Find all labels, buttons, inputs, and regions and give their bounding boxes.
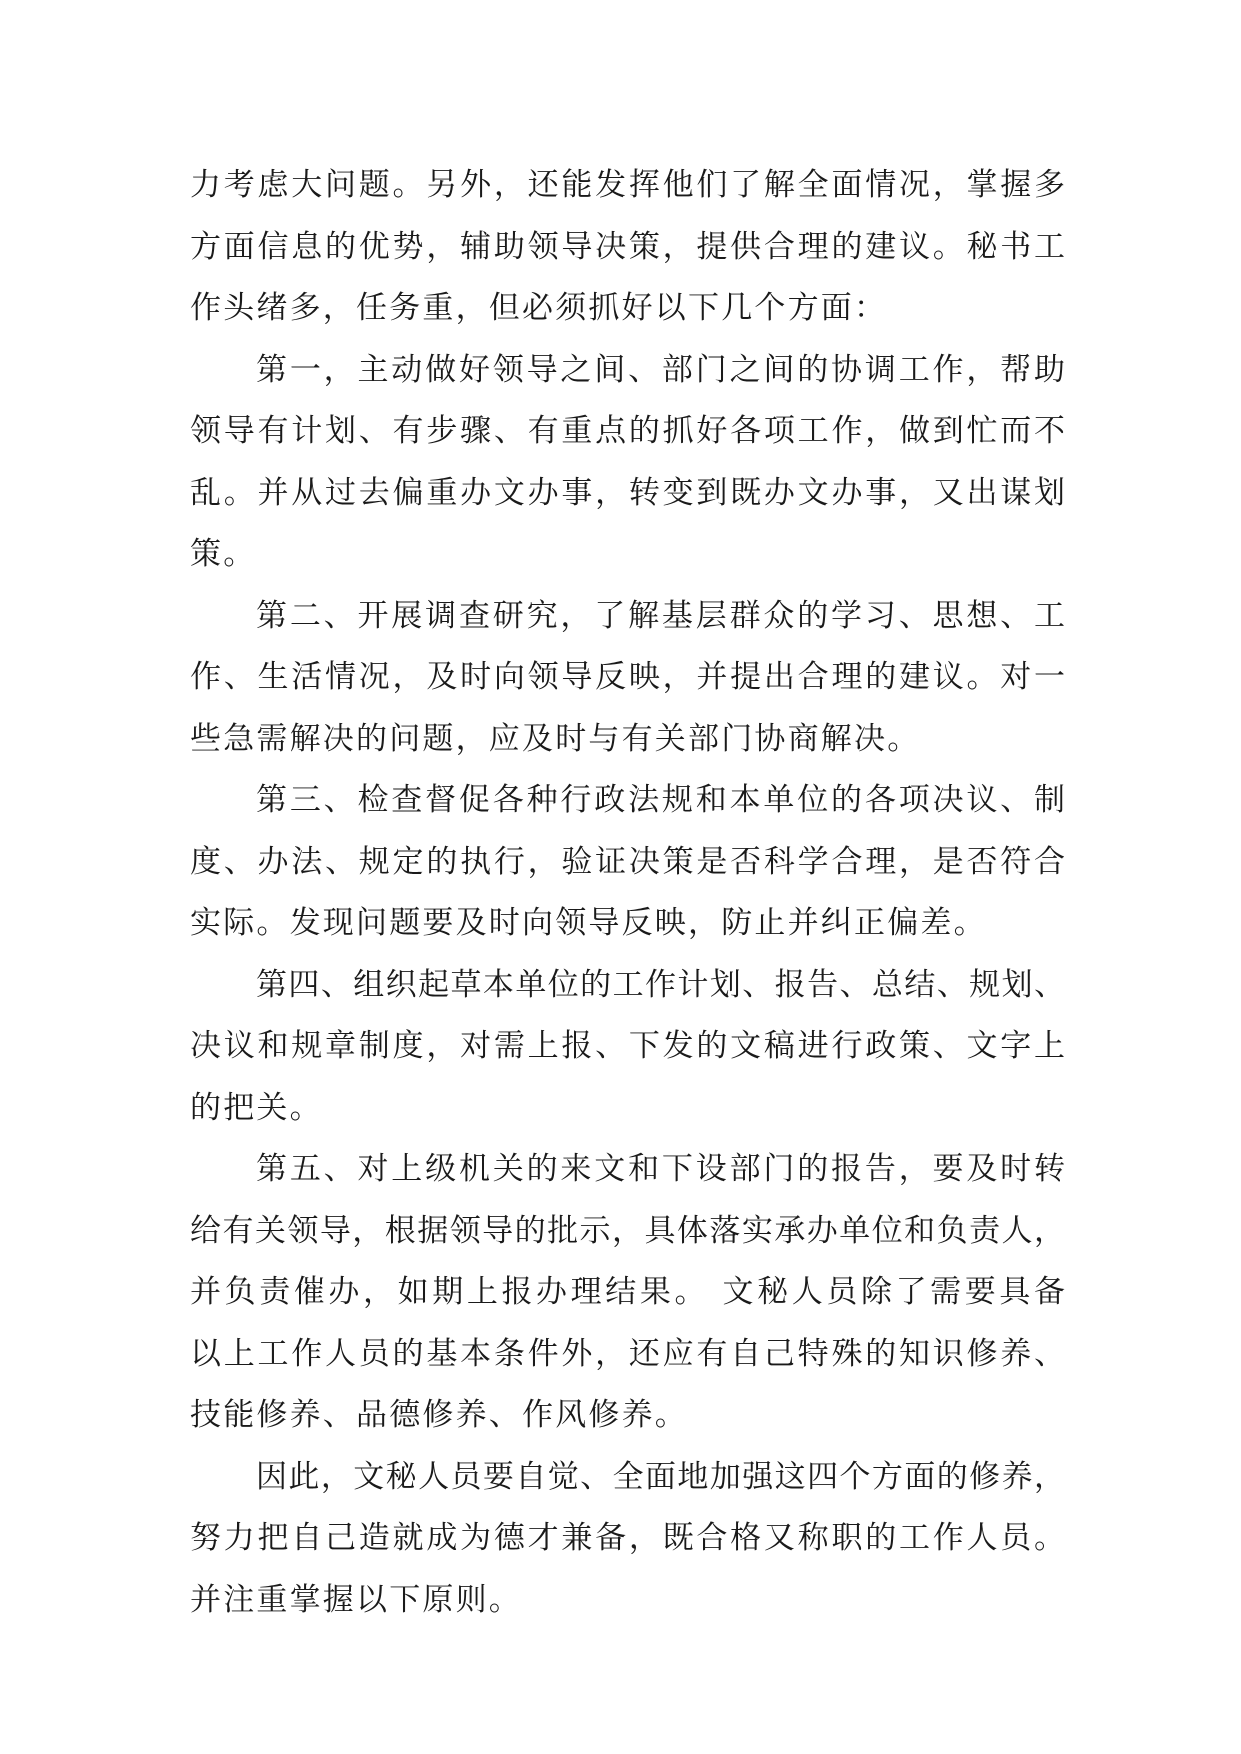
text-line: 技能修养、品德修养、作风修养。 (190, 1397, 688, 1433)
paragraph-first-line: 第五、对上级机关的来文和下设部门的报告，要及时转 (256, 1151, 1065, 1187)
text-line: 作、生活情况，及时向领导反映，并提出合理的建议。对一 (190, 659, 1065, 695)
paragraph-first-line: 第二、开展调查研究，了解基层群众的学习、思想、工 (256, 597, 1065, 634)
text-line: 努力把自己造就成为德才兼备，既合格又称职的工作人员。 (190, 1520, 1065, 1556)
text-line: 度、办法、规定的执行，验证决策是否科学合理，是否符合 (190, 843, 1065, 880)
paragraph-first-line: 第四、组织起草本单位的工作计划、报告、总结、规划、 (256, 966, 1065, 1003)
text-line: 方面信息的优势，辅助领导决策，提供合理的建议。秘书工 (190, 228, 1065, 265)
paragraph-first-line: 第三、检查督促各种行政法规和本单位的各项决议、制 (256, 782, 1065, 818)
text-line: 以上工作人员的基本条件外，还应有自己特殊的知识修养、 (190, 1335, 1065, 1372)
text-line: 实际。发现问题要及时向领导反映，防止并纠正偏差。 (190, 905, 987, 941)
text-line: 些急需解决的问题，应及时与有关部门协商解决。 (190, 720, 921, 757)
paragraph-first-line: 因此，文秘人员要自觉、全面地加强这四个方面的修养， (256, 1458, 1065, 1495)
text-line: 决议和规章制度，对需上报、下发的文稿进行政策、文字上 (190, 1028, 1065, 1064)
paragraph-first-line: 第一，主动做好领导之间、部门之间的协调工作，帮助 (256, 351, 1065, 388)
text-line: 给有关领导，根据领导的批示，具体落实承办单位和负责人， (190, 1212, 1065, 1249)
text-line: 并注重掌握以下原则。 (190, 1581, 522, 1618)
text-line: 作头绪多，任务重，但必须抓好以下几个方面： (190, 290, 888, 326)
text-line: 乱。并从过去偏重办文办事，转变到既办文办事，又出谋划 (190, 474, 1065, 511)
text-line: 并负责催办，如期上报办理结果。 文秘人员除了需要具备 (190, 1274, 1065, 1310)
document-body (190, 155, 1065, 1631)
text-line: 力考虑大问题。另外，还能发挥他们了解全面情况，掌握多 (190, 167, 1065, 203)
text-line: 领导有计划、有步骤、有重点的抓好各项工作，做到忙而不 (190, 413, 1065, 449)
text-line: 的把关。 (190, 1089, 323, 1126)
text-line: 策。 (190, 536, 257, 572)
